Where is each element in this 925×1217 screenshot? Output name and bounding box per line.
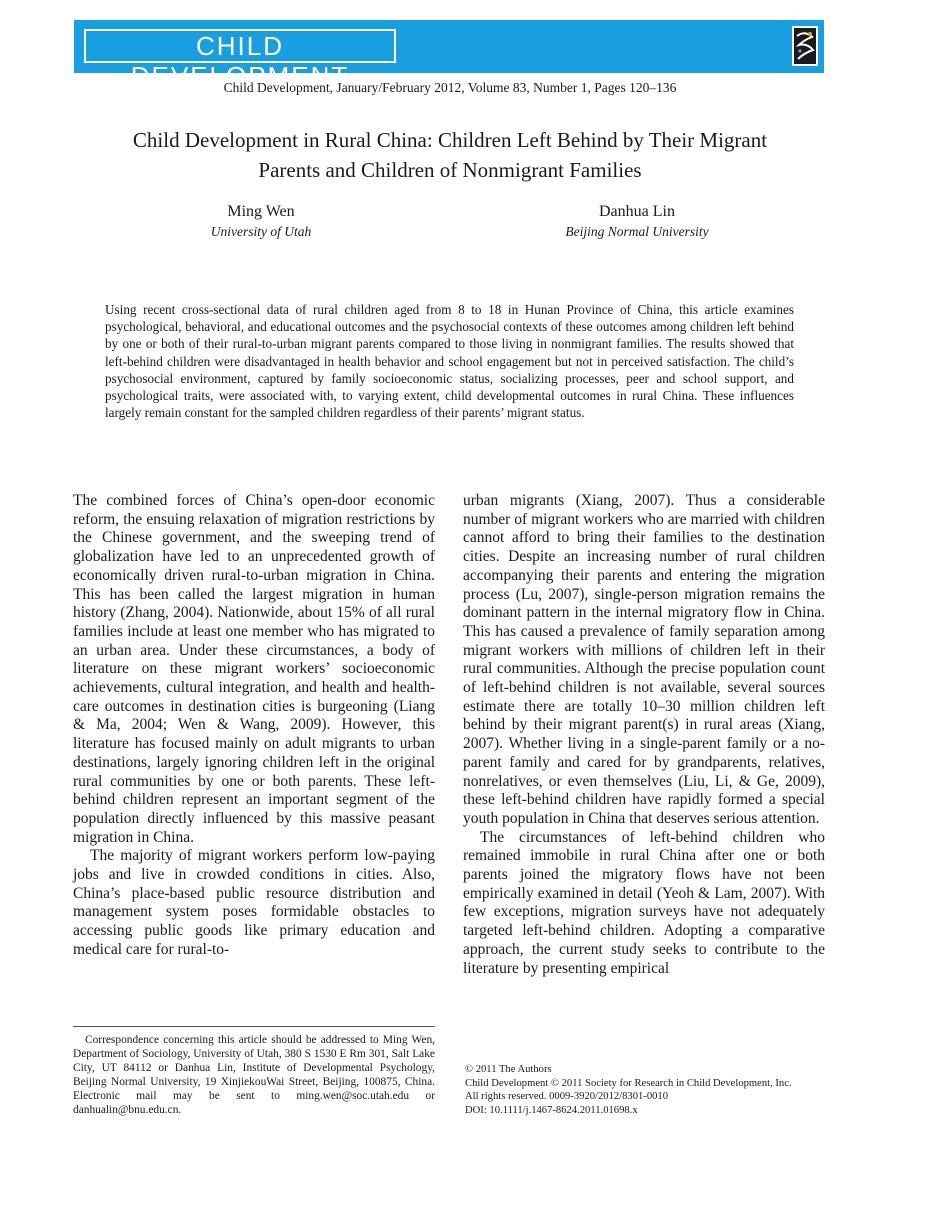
body-column-right [463,492,825,978]
author-block [131,202,391,242]
copyright-line: Child Development © 2011 Society for Research in Child Development, Inc. [465,1077,792,1089]
abstract: Using recent cross-sectional data of rural children aged from 8 to 18 in Hunan Province of China, this article examines psychological, behavioral, and educational outcomes and the psychosocial contexts of these outcomes among children left behind by one or both of their rural-to-urban migrant parents compared to those living in nonmigrant families. The results showed that left-behind children were disadvantaged in health behavior and school engagement but not in perceived satisfaction. The child’s psychosocial environment, captured by family socioeconomic status, socializing processes, peer and school support, and psychological traits, were associated with, to varying extent, child developmental outcomes in rural China. These influences largely remain constant for the sampled children regardless of their parents’ migrant status. [105,302,794,421]
author-affiliation: Beijing Normal University [565,224,709,239]
body-paragraph: The majority of migrant workers perform low-paying jobs and live in crowded conditions in cities. Also, China’s place-based public resource distribution and management system poses formidable obstacles to accessing public goods like primary education and medical care for rural-to- [73,847,435,958]
journal-name: CHILD DEVELOPMENT [84,29,396,63]
journal-citation: Child Development, January/February 2012, Volume 83, Number 1, Pages 120–136 [223,80,677,95]
copyright-line: © 2011 The Authors [465,1064,552,1075]
author-name: Danhua Lin [599,203,675,220]
article-title [60,125,840,185]
doi: DOI: 10.1111/j.1467-8624.2011.01698.x [465,1104,638,1116]
copyright-notice [465,1063,825,1117]
author-block [507,202,767,242]
journal-logo-icon [792,26,818,66]
copyright-line: All rights reserved. 0009-3920/2012/8301-0010 [465,1091,669,1103]
body-paragraph: The combined forces of China’s open-door economic reform, the ensuing relaxation of migration restrictions by the Chinese government, and the sweeping trend of globalization have led to an unprecedented growth of economically driven rural-to-urban migration in China. This has been called the largest migration in human history (Zhang, 2004). Nationwide, about 15% of all rural families include at least one member who has migrated to an urban area. Under these circumstances, a body of literature on these migrant workers’ socioeconomic achievements, cultural integration, and health and health-care outcomes in destination cities is burgeoning (Liang & Ma, 2004; Wen & Wang, 2009). However, this literature has focused mainly on adult migrants to urban destinations, largely ignoring children left in the original rural communities by one or both parents. These left-behind children represent an important segment of the population directly influenced by this massive peasant migration in China. [73,492,435,846]
author-name: Ming Wen [227,203,295,220]
body-paragraph: urban migrants (Xiang, 2007). Thus a considerable number of migrant workers who are married with children cannot afford to bring their families to the destination cities. Despite an increasing number of rural children accompanying their parents and entering the migration process (Lu, 2007), single-person migration remains the dominant pattern in the internal migratory flow in China. This has caused a prevalence of family separation among migrant workers with millions of children left in their rural communities. Although the precise population count of left-behind children is not available, several sources estimate there are totally 10–30 million children left behind by their migrant parent(s) in rural areas (Xiang, 2007). Whether living in a single-parent family or a no-parent family and cared for by grandparents, relatives, nonrelatives, or even themselves (Liu, Li, & Ge, 2009), these left-behind children have rapidly formed a special youth population in China that deserves serious attention. [463,492,825,827]
correspondence-footnote: Correspondence concerning this article should be addressed to Ming Wen, Department of Sociology, University of Utah, 380 S 1530 E Rm 301, Salt Lake City, UT 84112 or Danhua Lin, Institute of Developmental Psychology, Beijing Normal University, 19 XinjiekouWai Street, Beijing, 100875, China. Electronic mail may be sent to ming.wen@soc.utah.edu or danhualin@bnu.edu.cn. [73,1034,435,1116]
title-line: Parents and Children of Nonmigrant Families [258,158,642,182]
title-line: Child Development in Rural China: Children Left Behind by Their Migrant [132,128,768,152]
author-affiliation: University of Utah [210,224,312,239]
footnote-divider [73,1026,435,1027]
body-paragraph: The circumstances of left-behind children who remained immobile in rural China after one or both parents joined the migratory flows have not been empirically examined in detail (Yeoh & Lam, 2007). With few exceptions, migration surveys have not adequately targeted left-behind children. Adopting a comparative approach, the current study seeks to contribute to the literature by presenting empirical [463,828,825,977]
body-column-left [73,492,435,960]
